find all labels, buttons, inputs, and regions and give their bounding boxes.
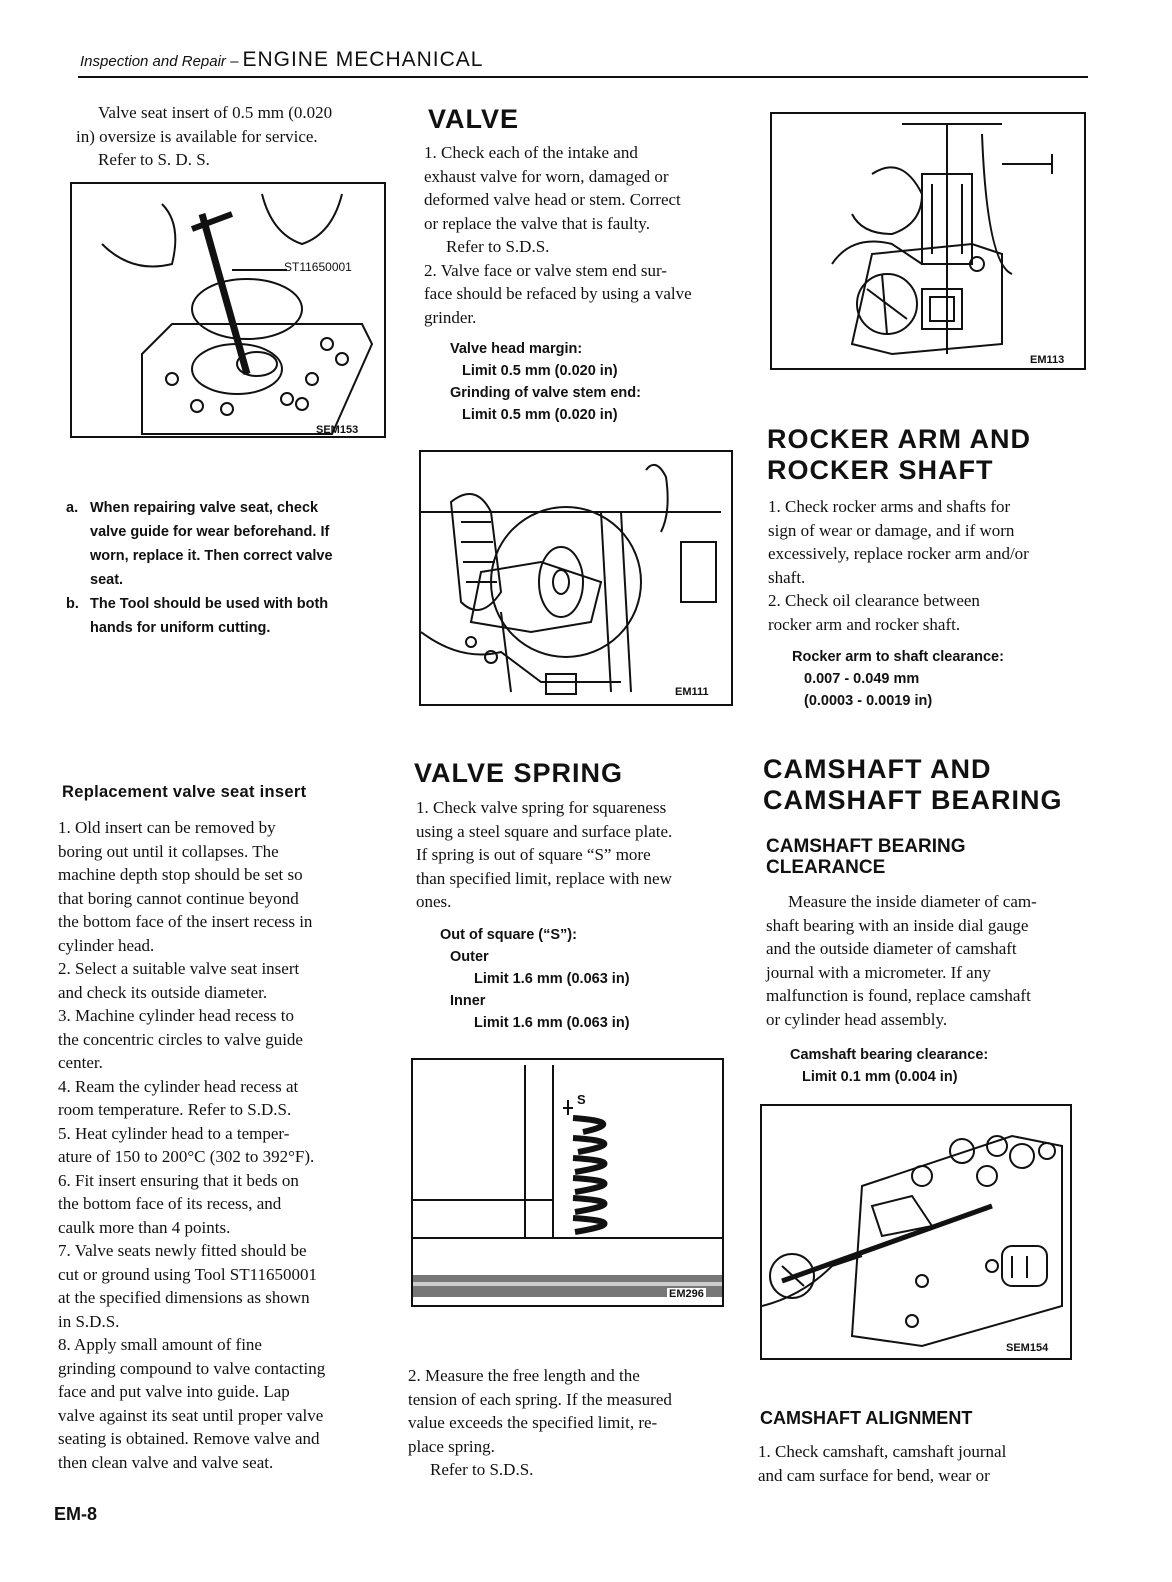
replacement-heading: Replacement valve seat insert <box>62 783 307 801</box>
heading-line: ROCKER SHAFT <box>767 455 994 485</box>
header-rule <box>78 76 1088 78</box>
step-line: 5. Heat cylinder head to a temper- <box>58 1123 290 1143</box>
step-line: 6. Fit insert ensuring that it beds on <box>58 1170 299 1190</box>
step-line: shaft. <box>768 567 806 587</box>
step-line: place spring. <box>408 1436 495 1456</box>
section-label: Inspection and Repair – <box>80 53 239 70</box>
intro-line: in) oversize is available for service. <box>76 126 318 146</box>
spec-label: Outer <box>450 949 489 965</box>
heading-line: CAMSHAFT BEARING <box>763 785 1063 815</box>
step-line: malfunction is found, replace camshaft <box>766 986 1031 1005</box>
note-line: seat. <box>90 572 124 588</box>
note-marker: a. <box>66 500 79 516</box>
heading-line: CAMSHAFT BEARING <box>766 836 966 857</box>
rocker-specs <box>792 646 1004 712</box>
section-title: ENGINE MECHANICAL <box>242 48 484 71</box>
bearing-clearance-heading <box>766 836 966 878</box>
note-line: The Tool should be used with both <box>90 596 329 612</box>
step-line: 1. Old insert can be removed by <box>58 818 276 837</box>
camshaft-heading <box>763 754 1063 816</box>
step-line: face should be refaced by using a valve <box>424 284 692 303</box>
notes-block <box>66 496 386 640</box>
step-line: 2. Check oil clearance between <box>768 591 980 610</box>
spec-value: Limit 0.5 mm (0.020 in) <box>462 407 618 423</box>
step-line: If spring is out of square “S” more <box>416 845 651 864</box>
spec-value: Limit 0.5 mm (0.020 in) <box>462 363 618 379</box>
step-line: then clean valve and valve seat. <box>58 1452 274 1472</box>
camshaft-bearing-gauge-illustration <box>762 1106 1070 1358</box>
step-line: Refer to S.D.S. <box>430 1460 534 1479</box>
step-line: or replace the valve that is faulty. <box>424 213 650 233</box>
valve-steps <box>424 141 740 329</box>
spring-specs <box>440 924 630 1034</box>
alignment-steps <box>758 1440 1074 1487</box>
valve-spring-heading: VALVE SPRING <box>414 758 624 788</box>
step-line: the concentric circles to valve guide <box>58 1029 303 1049</box>
step-line: boring out until it collapses. The <box>58 841 279 861</box>
step-line: and the outside diameter of camshaft <box>766 939 1017 958</box>
step-line: cut or ground using Tool ST11650001 <box>58 1264 318 1284</box>
step-line: using a steel square and surface plate. <box>416 821 673 841</box>
figure-code: SEM153 <box>316 424 359 436</box>
intro-line: Refer to S. D. S. <box>98 150 210 169</box>
step-line: exhaust valve for worn, damaged or <box>424 166 669 186</box>
step-line: excessively, replace rocker arm and/or <box>768 544 1029 563</box>
spec-value: (0.0003 - 0.0019 in) <box>804 693 933 709</box>
heading-line: ROCKER ARM AND <box>767 424 1031 454</box>
step-line: rocker arm and rocker shaft. <box>768 614 961 634</box>
figure-code: EM296 <box>669 1288 704 1300</box>
step-line: grinder. <box>424 307 477 327</box>
step-line: 1. Check camshaft, camshaft journal <box>758 1442 1007 1461</box>
step-line: and check its outside diameter. <box>58 982 268 1002</box>
step-line: Refer to S.D.S. <box>446 237 550 256</box>
spring-squareness-illustration <box>413 1060 722 1305</box>
spec-label: Grinding of valve stem end: <box>450 385 641 401</box>
step-line: at the specified dimensions as shown <box>58 1288 310 1307</box>
figure-sem153 <box>70 182 386 438</box>
step-line: sign of wear or damage, and if worn <box>768 520 1015 540</box>
step-line: caulk more than 4 points. <box>58 1217 231 1237</box>
note-line: worn, replace it. Then correct valve <box>90 548 333 564</box>
spec-value: Limit 1.6 mm (0.063 in) <box>474 971 630 987</box>
step-line: or cylinder head assembly. <box>766 1009 948 1029</box>
step-line: 8. Apply small amount of fine <box>58 1335 262 1354</box>
step-line: 1. Check rocker arms and shafts for <box>768 497 1011 516</box>
step-line: 1. Check valve spring for squareness <box>416 798 667 817</box>
replacement-steps <box>58 816 378 1474</box>
label-s: S <box>577 1092 586 1107</box>
step-line: machine depth stop should be set so <box>58 865 303 884</box>
spring-steps <box>416 796 732 914</box>
step-line: in S.D.S. <box>58 1311 120 1331</box>
step-line: shaft bearing with an inside dial gauge <box>766 915 1029 935</box>
rocker-heading <box>767 424 1031 486</box>
step-line: valve against its seat until proper valve <box>58 1405 324 1425</box>
step-line: tension of each spring. If the measured <box>408 1389 672 1409</box>
step-line: room temperature. Refer to S.D.S. <box>58 1100 292 1119</box>
spec-value: Limit 1.6 mm (0.063 in) <box>474 1015 630 1031</box>
heading-line: CLEARANCE <box>766 857 886 878</box>
figure-em296 <box>411 1058 724 1307</box>
camshaft-alignment-heading: CAMSHAFT ALIGNMENT <box>760 1408 973 1428</box>
note-b <box>66 592 386 640</box>
spec-label: Out of square (“S”): <box>440 927 577 943</box>
spring-step-2 <box>408 1364 724 1482</box>
bearing-steps <box>766 890 1082 1031</box>
step-line: center. <box>58 1053 103 1072</box>
spec-label: Inner <box>450 993 486 1009</box>
figure-sem154 <box>760 1104 1072 1360</box>
step-line: than specified limit, replace with new <box>416 868 672 888</box>
note-line: When repairing valve seat, check <box>90 500 319 516</box>
figure-code: EM113 <box>1030 354 1065 366</box>
step-line: that boring cannot continue beyond <box>58 888 299 908</box>
note-line: valve guide for wear beforehand. If <box>90 524 330 540</box>
col1-intro <box>76 101 396 172</box>
step-line: ature of 150 to 200°C (302 to 392°F). <box>58 1147 315 1166</box>
step-line: Measure the inside diameter of cam- <box>788 892 1037 911</box>
note-line: hands for uniform cutting. <box>90 620 271 636</box>
spring-tester-illustration <box>772 114 1084 368</box>
spec-label: Valve head margin: <box>450 341 583 357</box>
figure-code: EM111 <box>675 686 709 698</box>
step-line: seating is obtained. Remove valve and <box>58 1429 320 1448</box>
figure-code: SEM154 <box>1006 1342 1049 1354</box>
step-line: deformed valve head or stem. Correct <box>424 190 681 209</box>
note-a <box>66 496 386 592</box>
step-line: 2. Select a suitable valve seat insert <box>58 959 300 978</box>
step-line: grinding compound to valve contacting <box>58 1358 326 1378</box>
spec-value: Limit 0.1 mm (0.004 in) <box>802 1069 958 1085</box>
rocker-steps <box>768 495 1084 636</box>
spec-value: 0.007 - 0.049 mm <box>804 671 920 687</box>
figure-em111 <box>419 450 733 706</box>
figure-em113 <box>770 112 1086 370</box>
intro-line: Valve seat insert of 0.5 mm (0.020 <box>98 103 333 122</box>
step-line: face and put valve into guide. Lap <box>58 1382 290 1401</box>
bearing-specs <box>790 1044 988 1088</box>
page-header <box>80 48 483 72</box>
valve-heading: VALVE <box>428 104 520 134</box>
tool-label: ST11650001 <box>284 260 352 274</box>
step-line: 7. Valve seats newly fitted should be <box>58 1241 307 1260</box>
step-line: 2. Measure the free length and the <box>408 1366 640 1385</box>
step-line: 3. Machine cylinder head recess to <box>58 1006 295 1025</box>
step-line: the bottom face of the insert recess in <box>58 912 313 931</box>
spec-label: Camshaft bearing clearance: <box>790 1047 989 1063</box>
step-line: value exceeds the specified limit, re- <box>408 1413 658 1432</box>
valve-specs <box>450 338 641 426</box>
step-line: and cam surface for bend, wear or <box>758 1465 990 1485</box>
valve-grinder-illustration <box>421 452 731 704</box>
step-line: cylinder head. <box>58 935 155 955</box>
step-line: journal with a micrometer. If any <box>766 962 991 982</box>
spec-label: Rocker arm to shaft clearance: <box>792 649 1004 665</box>
step-line: ones. <box>416 892 452 911</box>
heading-line: CAMSHAFT AND <box>763 754 992 784</box>
step-line: 2. Valve face or valve stem end sur- <box>424 260 667 280</box>
note-marker: b. <box>66 596 79 612</box>
step-line: 4. Ream the cylinder head recess at <box>58 1076 299 1096</box>
step-line: the bottom face of its recess, and <box>58 1194 282 1213</box>
step-line: 1. Check each of the intake and <box>424 143 638 162</box>
valve-seat-cutter-illustration <box>72 184 384 436</box>
page-number: EM-8 <box>54 1504 98 1524</box>
